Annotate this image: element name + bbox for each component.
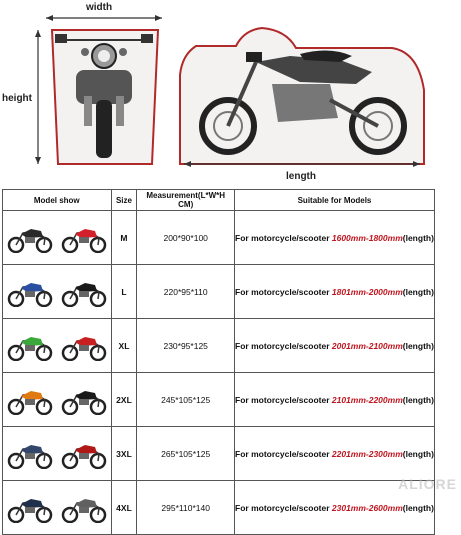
- size-cell: 3XL: [111, 427, 137, 481]
- suitable-suffix: (length): [402, 448, 434, 459]
- suitable-prefix: For motorcycle/scooter: [235, 286, 332, 297]
- suitable-models-cell: [234, 427, 434, 481]
- model-thumbnails: [3, 211, 112, 265]
- model-thumbnails: [3, 481, 112, 535]
- motorcycle-thumbnail: [61, 277, 107, 307]
- length-range: 2301mm-2600mm: [331, 502, 403, 513]
- length-range: 2101mm-2200mm: [331, 394, 403, 405]
- suitable-prefix: For motorcycle/scooter: [235, 394, 332, 405]
- motorcycle-thumbnail: [7, 331, 53, 361]
- motorcycle-thumbnail: [7, 277, 53, 307]
- suitable-models-cell: [234, 265, 434, 319]
- suitable-prefix: For motorcycle/scooter: [235, 340, 332, 351]
- table-row: [3, 373, 435, 427]
- model-thumbnails: [3, 265, 112, 319]
- height-label: height: [2, 93, 32, 104]
- motorcycle-thumbnail: [61, 223, 107, 253]
- length-range: 1801mm-2000mm: [331, 286, 403, 297]
- measurement-cell: 295*110*140: [137, 481, 235, 535]
- motorcycle-thumbnail: [7, 439, 53, 469]
- suitable-models-cell: [234, 373, 434, 427]
- suitable-suffix: (length): [402, 232, 434, 243]
- header-model-show: Model show: [3, 190, 112, 211]
- motorcycle-thumbnail: [61, 331, 107, 361]
- header-measurement: Measurement(L*W*H CM): [137, 190, 235, 211]
- size-cell: XL: [111, 319, 137, 373]
- cover-illustration: [0, 0, 461, 186]
- suitable-suffix: (length): [402, 286, 434, 297]
- measurement-cell: 245*105*125: [137, 373, 235, 427]
- suitable-suffix: (length): [402, 394, 434, 405]
- header-suitable: Suitable for Models: [234, 190, 434, 211]
- suitable-prefix: For motorcycle/scooter: [235, 232, 332, 243]
- suitable-prefix: For motorcycle/scooter: [235, 502, 332, 513]
- measurement-cell: 265*105*125: [137, 427, 235, 481]
- size-cell: M: [111, 211, 137, 265]
- table-row: [3, 211, 435, 265]
- width-label: width: [86, 2, 113, 13]
- table-row: [3, 265, 435, 319]
- header-size: Size: [111, 190, 137, 211]
- table-row: [3, 319, 435, 373]
- motorcycle-thumbnail: [7, 223, 53, 253]
- length-range: 1600mm-1800mm: [331, 232, 403, 243]
- length-range: 2001mm-2100mm: [331, 340, 403, 351]
- dimension-diagram: [0, 0, 461, 186]
- motorcycle-thumbnail: [7, 493, 53, 523]
- motorcycle-thumbnail: [61, 439, 107, 469]
- length-label: length: [286, 171, 316, 182]
- motorcycle-thumbnail: [7, 385, 53, 415]
- motorcycle-thumbnail: [61, 385, 107, 415]
- table-row: [3, 481, 435, 535]
- size-cell: 4XL: [111, 481, 137, 535]
- size-cell: L: [111, 265, 137, 319]
- measurement-cell: 220*95*110: [137, 265, 235, 319]
- suitable-prefix: For motorcycle/scooter: [235, 448, 332, 459]
- size-cell: 2XL: [111, 373, 137, 427]
- model-thumbnails: [3, 427, 112, 481]
- watermark: ALIORE: [398, 476, 457, 492]
- motorcycle-thumbnail: [61, 493, 107, 523]
- suitable-models-cell: [234, 211, 434, 265]
- table-row: [3, 427, 435, 481]
- measurement-cell: 200*90*100: [137, 211, 235, 265]
- model-thumbnails: [3, 319, 112, 373]
- length-range: 2201mm-2300mm: [331, 448, 403, 459]
- model-thumbnails: [3, 373, 112, 427]
- size-table: [2, 189, 435, 535]
- suitable-models-cell: [234, 319, 434, 373]
- table-header-row: [3, 190, 435, 211]
- suitable-suffix: (length): [402, 340, 434, 351]
- suitable-suffix: (length): [402, 502, 434, 513]
- measurement-cell: 230*95*125: [137, 319, 235, 373]
